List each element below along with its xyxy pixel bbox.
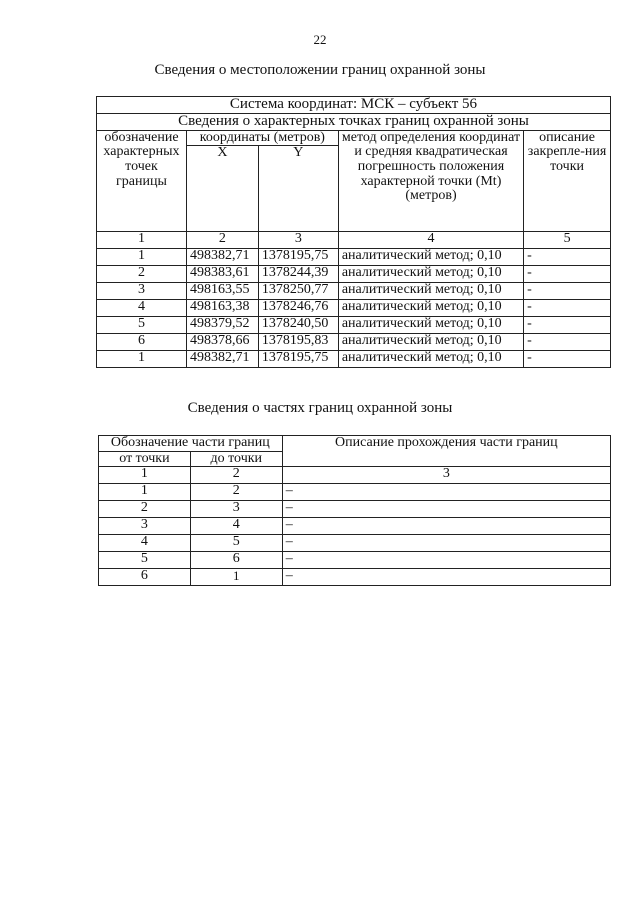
column-number: 2 — [186, 231, 258, 248]
table-row — [97, 350, 611, 367]
col-coords-header: координаты (метров) — [186, 130, 338, 146]
point-desc: - — [524, 333, 611, 350]
table-row — [97, 333, 611, 350]
method: аналитический метод; 0,10 — [338, 333, 523, 350]
coord-y: 1378195,75 — [258, 350, 338, 367]
point-desc: - — [524, 316, 611, 333]
to-point: 2 — [190, 484, 282, 501]
parts-numbers-row — [99, 467, 611, 484]
to-point: 1 — [190, 569, 282, 586]
route-desc: – — [282, 518, 610, 535]
col-to-header: до точки — [190, 451, 282, 467]
col-desc-header: описание закрепле-ния точки — [524, 130, 611, 231]
route-desc: – — [282, 535, 610, 552]
from-point: 2 — [99, 501, 191, 518]
table-row — [97, 316, 611, 333]
coord-x: 498382,71 — [186, 248, 258, 265]
method: аналитический метод; 0,10 — [338, 248, 523, 265]
column-number: 2 — [190, 467, 282, 484]
column-numbers-row — [97, 231, 611, 248]
column-number: 1 — [99, 467, 191, 484]
column-number: 4 — [338, 231, 523, 248]
page-number: 22 — [313, 32, 327, 47]
col-from-header: от точки — [99, 451, 191, 467]
method: аналитический метод; 0,10 — [338, 316, 523, 333]
coord-x: 498163,38 — [186, 299, 258, 316]
coord-y: 1378195,83 — [258, 333, 338, 350]
table-row — [97, 282, 611, 299]
from-point: 4 — [99, 535, 191, 552]
route-desc: – — [282, 484, 610, 501]
heading-location: Сведения о местоположении границ охранной зоны — [154, 62, 486, 78]
coord-x: 498382,71 — [186, 350, 258, 367]
table-row — [97, 248, 611, 265]
table-row — [97, 265, 611, 282]
coord-y: 1378244,39 — [258, 265, 338, 282]
point-id: 3 — [97, 282, 187, 299]
point-id: 4 — [97, 299, 187, 316]
coord-x: 498383,61 — [186, 265, 258, 282]
table-row — [99, 518, 611, 535]
col-part-header: Обозначение части границ — [99, 436, 283, 452]
coord-x: 498163,55 — [186, 282, 258, 299]
coord-y: 1378240,50 — [258, 316, 338, 333]
column-number: 5 — [524, 231, 611, 248]
col-x-header: X — [186, 146, 258, 231]
subtitle-row — [97, 113, 611, 130]
parts-table — [98, 435, 611, 586]
coord-y: 1378195,75 — [258, 248, 338, 265]
point-desc: - — [524, 265, 611, 282]
route-desc: – — [282, 569, 610, 586]
coord-y: 1378250,77 — [258, 282, 338, 299]
table-row — [99, 552, 611, 569]
from-point: 1 — [99, 484, 191, 501]
coord-y: 1378246,76 — [258, 299, 338, 316]
to-point: 4 — [190, 518, 282, 535]
to-point: 5 — [190, 535, 282, 552]
coordinate-system: Система координат: МСК – субъект 56 — [97, 97, 611, 114]
to-point: 6 — [190, 552, 282, 569]
point-desc: - — [524, 248, 611, 265]
points-subtitle: Сведения о характерных точках границ охранной зоны — [97, 113, 611, 130]
from-point: 6 — [99, 569, 191, 586]
point-desc: - — [524, 350, 611, 367]
coord-x: 498378,66 — [186, 333, 258, 350]
route-desc: – — [282, 552, 610, 569]
column-number: 1 — [97, 231, 187, 248]
point-id: 1 — [97, 248, 187, 265]
to-point: 3 — [190, 501, 282, 518]
col-route-header: Описание прохождения части границ — [282, 436, 610, 467]
col-y-header: Y — [258, 146, 338, 231]
table-row — [99, 569, 611, 586]
table-row — [99, 535, 611, 552]
column-number: 3 — [258, 231, 338, 248]
table-row — [97, 299, 611, 316]
col-method-header: метод определения координат и средняя квадратическая погрешность положения характерной точки (Mt) (метров) — [338, 130, 523, 231]
point-id: 1 — [97, 350, 187, 367]
point-desc: - — [524, 299, 611, 316]
system-row — [97, 97, 611, 114]
points-table — [96, 96, 611, 368]
method: аналитический метод; 0,10 — [338, 282, 523, 299]
header-row — [97, 130, 611, 146]
method: аналитический метод; 0,10 — [338, 265, 523, 282]
table-row — [99, 501, 611, 518]
method: аналитический метод; 0,10 — [338, 299, 523, 316]
parts-header-row — [99, 436, 611, 452]
col-point-header: обозначение характерных точек границы — [97, 130, 187, 231]
route-desc: – — [282, 501, 610, 518]
from-point: 5 — [99, 552, 191, 569]
point-id: 5 — [97, 316, 187, 333]
table-row — [99, 484, 611, 501]
method: аналитический метод; 0,10 — [338, 350, 523, 367]
heading-parts: Сведения о частях границ охранной зоны — [187, 400, 453, 416]
point-id: 2 — [97, 265, 187, 282]
column-number: 3 — [282, 467, 610, 484]
coord-x: 498379,52 — [186, 316, 258, 333]
from-point: 3 — [99, 518, 191, 535]
point-desc: - — [524, 282, 611, 299]
point-id: 6 — [97, 333, 187, 350]
